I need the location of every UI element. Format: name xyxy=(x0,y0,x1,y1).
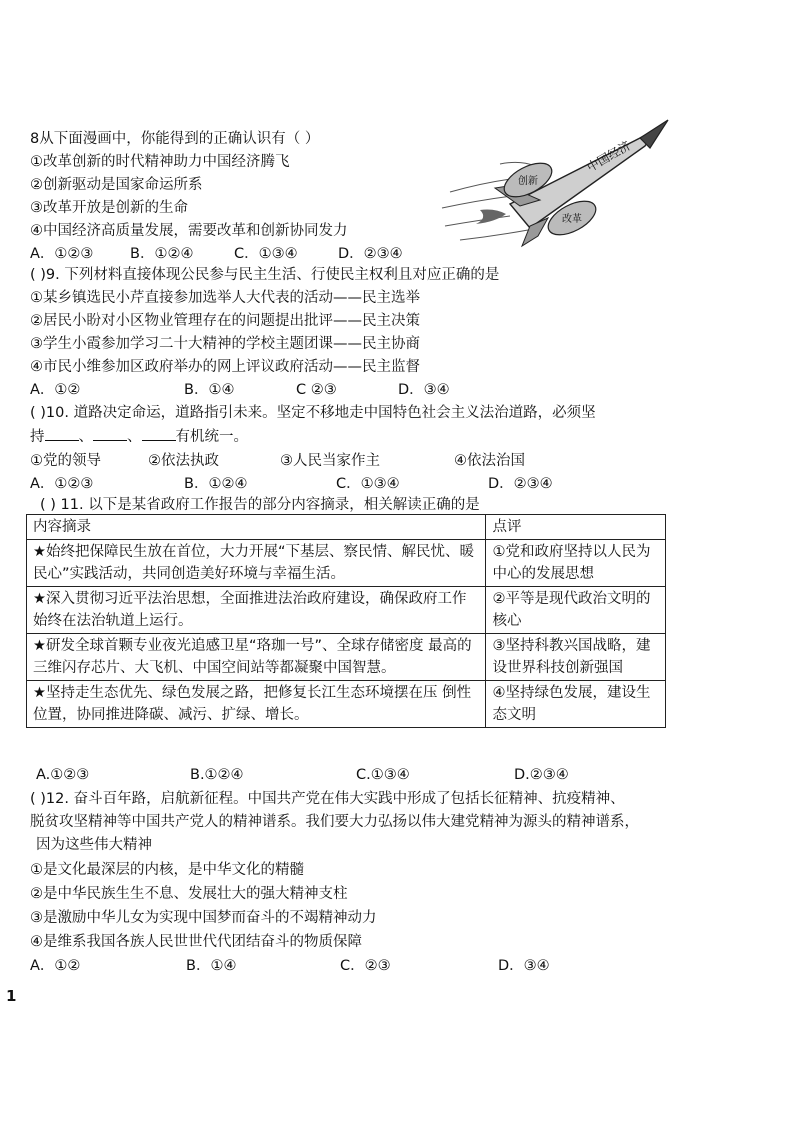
q10-separator-2: 、 xyxy=(127,429,142,445)
q12-item-1: ①是文化最深层的内核，是中华文化的精髓 xyxy=(30,862,304,878)
booster-left-label: 创新 xyxy=(518,176,538,187)
q11-option-c: C.①③④ xyxy=(356,767,410,783)
table-row xyxy=(27,540,666,587)
rocket-cartoon-image xyxy=(440,108,670,248)
q10-items xyxy=(30,450,525,472)
q9-item-1: ①某乡镇选民小芹直接参加选举人大代表的活动——民主选举 xyxy=(30,290,420,306)
q12-stem-line1: ( )12. 奋斗百年路，启航新征程。中国共产党在伟大实践中形成了包括长征精神、抗疫精神、 xyxy=(30,791,625,807)
table-cell-comment: ①党和政府坚持以人民为中心的发展思想 xyxy=(486,540,666,587)
q12-option-c: C．②③ xyxy=(340,958,391,974)
q9-item-4: ④市民小维参加区政府举办的网上评议政府活动——民主监督 xyxy=(30,359,420,375)
q10-blank-1 xyxy=(45,426,79,441)
q12-option-b: B．①④ xyxy=(186,958,237,974)
q9-option-d: D．③④ xyxy=(398,382,450,398)
q10-option-b: B．①②④ xyxy=(184,476,248,492)
table-cell-comment: ③坚持科教兴国战略，建设世界科技创新强国 xyxy=(486,634,666,681)
table-header-content: 内容摘录 xyxy=(27,515,486,540)
q9-item-3: ③学生小霞参加学习二十大精神的学校主题团课——民主协商 xyxy=(30,336,420,352)
q12-item-4: ④是维系我国各族人民世世代代团结奋斗的物质保障 xyxy=(30,934,362,950)
q10-options xyxy=(30,473,553,495)
q12-stem-line2: 脱贫攻坚精神等中国共产党人的精神谱系。我们要大力弘扬以伟大建党精神为源头的精神谱系， xyxy=(30,814,639,830)
q12-options xyxy=(30,955,550,977)
table-cell-comment: ④坚持绿色发展，建设生态文明 xyxy=(486,681,666,728)
q10-option-d: D．②③④ xyxy=(488,476,553,492)
q11-table xyxy=(26,514,666,728)
q8-option-d: D．②③④ xyxy=(338,246,403,262)
q11-option-d: D.②③④ xyxy=(514,767,569,783)
q11-option-b: B.①②④ xyxy=(190,767,244,783)
q12-option-d: D．③④ xyxy=(498,958,550,974)
q11-option-a: A.①②③ xyxy=(36,767,90,783)
q9-stem: ( )9. 下列材料直接体现公民参与民主生活、行使民主权利且对应正确的是 xyxy=(30,267,500,283)
q8-stem: 8从下面漫画中，你能得到的正确认识有（ ） xyxy=(30,131,320,147)
table-row xyxy=(27,634,666,681)
table-cell-content: ★研发全球首颗专业夜光追感卫星“珞珈一号”、全球存储密度 最高的三维闪存芯片、大飞机、中国空间站等都凝聚中国智慧。 xyxy=(27,634,486,681)
booster-right-label: 改革 xyxy=(562,214,582,225)
q8-option-c: C．①③④ xyxy=(234,246,298,262)
table-cell-content: ★深入贯彻习近平法治思想，全面推进法治政府建设，确保政府工作始终在法治轨道上运行。 xyxy=(27,587,486,634)
q9-item-2: ②居民小盼对小区物业管理存在的问题提出批评——民主决策 xyxy=(30,313,420,329)
table-header-comment: 点评 xyxy=(486,515,666,540)
table-cell-content: ★坚持走生态优先、绿色发展之路，把修复长江生态环境摆在压 倒性位置，协同推进降碳、减污、扩绿、增长。 xyxy=(27,681,486,728)
q11-stem: ( ) 11. 以下是某省政府工作报告的部分内容摘录，相关解读正确的是 xyxy=(40,497,480,513)
q11-options xyxy=(36,764,569,786)
q8-options xyxy=(30,243,403,265)
q8-option-b: B．①②④ xyxy=(130,246,194,262)
q10-stem-line1: ( )10. 道路决定命运，道路指引未来。坚定不移地走中国特色社会主义法治道路，必须坚 xyxy=(30,405,596,421)
q10-item-1: ①党的领导 xyxy=(30,453,101,469)
q8-item-2: ②创新驱动是国家命运所系 xyxy=(30,177,203,193)
q8-item-1: ①改革创新的时代精神助力中国经济腾飞 xyxy=(30,154,290,170)
q12-item-3: ③是激励中华儿女为实现中国梦而奋斗的不竭精神动力 xyxy=(30,910,377,926)
q8-item-4: ④中国经济高质量发展，需要改革和创新协同发力 xyxy=(30,223,348,239)
q12-option-a: A．①② xyxy=(30,958,81,974)
table-row xyxy=(27,681,666,728)
page-number: 1 xyxy=(6,987,17,1005)
table-header-row xyxy=(27,515,666,540)
q10-separator-1: 、 xyxy=(78,429,93,445)
q10-stem-end: 有机统一。 xyxy=(175,429,248,445)
q10-blank-3 xyxy=(142,426,176,441)
q10-item-3: ③人民当家作主 xyxy=(280,453,380,469)
q10-item-4: ④依法治国 xyxy=(454,453,525,469)
q10-option-a: A．①②③ xyxy=(30,476,94,492)
q10-stem-start: 持 xyxy=(30,429,45,445)
q12-item-2: ②是中华民族生生不息、发展壮大的强大精神支柱 xyxy=(30,886,348,902)
q8-item-3: ③改革开放是创新的生命 xyxy=(30,200,188,216)
q9-options xyxy=(30,379,450,401)
q10-stem-line2 xyxy=(30,426,248,448)
table-row xyxy=(27,587,666,634)
q10-blank-2 xyxy=(93,426,127,441)
table-cell-comment: ②平等是现代政治文明的核心 xyxy=(486,587,666,634)
q9-option-a: A．①② xyxy=(30,382,81,398)
q12-stem-line3: 因为这些伟大精神 xyxy=(36,837,152,853)
q10-item-2: ②依法执政 xyxy=(148,453,219,469)
q9-option-c: C ②③ xyxy=(296,382,337,398)
rocket-label: 中国经济 xyxy=(584,138,634,175)
table-cell-content: ★始终把保障民生放在首位，大力开展“下基层、察民情、解民忧、暖民心”实践活动，共同创造美好环境与幸福生活。 xyxy=(27,540,486,587)
q9-option-b: B．①④ xyxy=(184,382,235,398)
q10-option-c: C．①③④ xyxy=(336,476,400,492)
exhaust-flame xyxy=(476,210,506,225)
q8-option-a: A．①②③ xyxy=(30,246,94,262)
